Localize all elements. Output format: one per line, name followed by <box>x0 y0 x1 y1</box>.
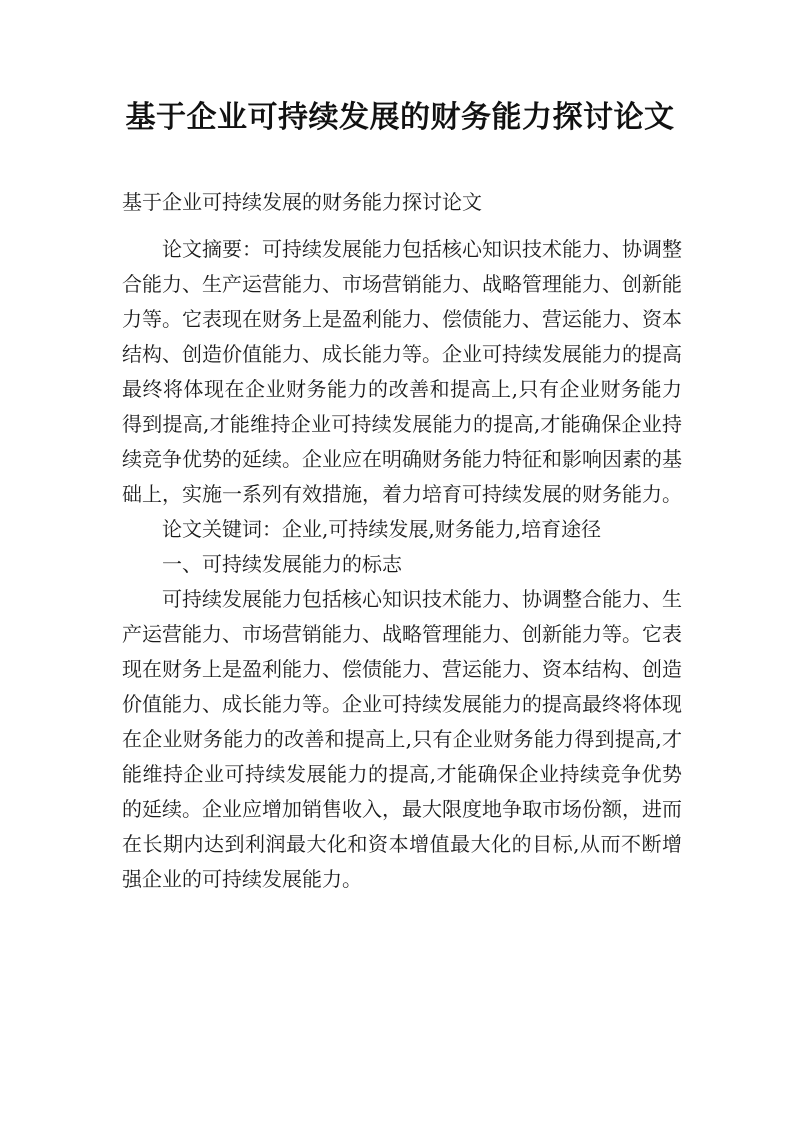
document-body <box>122 232 682 897</box>
keywords-paragraph: 论文关键词：企业,可持续发展,财务能力,培育途径 <box>162 517 602 541</box>
body-paragraph: 可持续发展能力包括核心知识技术能力、协调整合能力、生产运营能力、市场营销能力、战略管理能力、创新能力等。它表现在财务上是盈利能力、偿债能力、营运能力、资本结构、创造价值能力、成长能力等。企业可持续发展能力的提高最终将体现在企业财务能力的改善和提高上,只有企业财务能力得到提高,才能维持企业可持续发展能力的提高,才能确保企业持续竞争优势的延续。企业应增加销售收入，最大限度地争取市场份额，进而在长期内达到利润最大化和资本增值最大化的目标,从而不断增强企业的可持续发展能力。 <box>122 587 682 891</box>
section-heading: 一、可持续发展能力的标志 <box>162 552 402 576</box>
document-subtitle: 基于企业可持续发展的财务能力探讨论文 <box>122 190 482 214</box>
abstract-paragraph: 论文摘要：可持续发展能力包括核心知识技术能力、协调整合能力、生产运营能力、市场营销能力、战略管理能力、创新能力等。它表现在财务上是盈利能力、偿债能力、营运能力、资本结构、创造价值能力、成长能力等。企业可持续发展能力的提高最终将体现在企业财务能力的改善和提高上,只有企业财务能力得到提高,才能维持企业可持续发展能力的提高,才能确保企业持续竞争优势的延续。企业应在明确财务能力特征和影响因素的基础上，实施一系列有效措施，着力培育可持续发展的财务能力。 <box>122 237 682 506</box>
document-title: 基于企业可持续发展的财务能力探讨论文 <box>125 100 675 135</box>
